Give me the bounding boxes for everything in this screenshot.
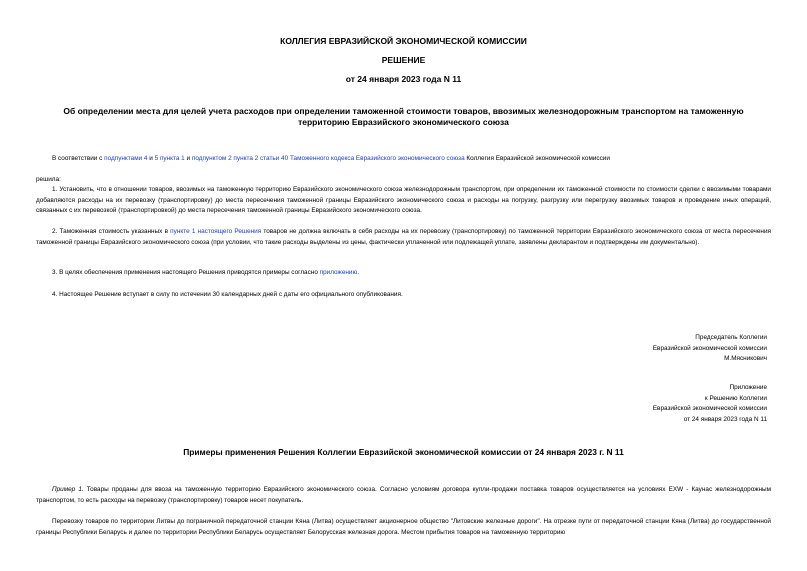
preamble-text-before: В соответствии с: [52, 155, 105, 162]
signature-block: [507, 333, 767, 365]
appendix-label: Приложение: [729, 384, 767, 391]
document-title: Об определении места для целей учета расходов при определении таможенной стоимости товаров, ввозимых железнодорожным транспортом на таможенную территорию Евразийского экономического союза: [63, 106, 744, 127]
item-3-text-before: 3. В целях обеспечения применения настоящего Решения приводятся примеры согласно: [52, 269, 320, 276]
document-type: РЕШЕНИЕ: [381, 55, 426, 65]
link-appendix[interactable]: приложению: [319, 269, 358, 276]
item-2-text-after: товаров не должна включать в себя расходы на их перевозку (транспортировку) по таможенной территории Евразийского экономического союза от места пересечения таможенной границы Евразийского экономического союза (при условии, что такие расходы выделены из цены, фактически уплаченной или подлежащей уплате, заявлены декларантом и подтверждены им документально).: [36, 228, 771, 246]
example-1-paragraph-2: Перевозку товаров по территории Литвы до пограничной передаточной станции Кяна (Литва) осуществляет акционерное общество "Литовские железные дороги". На отрезке пути от передаточной станции Кяна (Литва) до государственной границы Республики Беларусь и далее по территории Республики Беларусь осуществляет Белорусская железная дорога. Местом прибытия товаров на таможенную территорию: [36, 518, 771, 536]
item-2-text-before: 2. Таможенная стоимость указанных в: [52, 228, 171, 235]
item-3: [36, 268, 771, 279]
example-1: [36, 485, 771, 506]
link-customs-code-article-40[interactable]: подпунктом 2 пункта 2 статьи 40 Таможенного кодекса Евразийского экономического союза: [191, 155, 465, 162]
appendix-date-number: от 24 января 2023 года N 11: [683, 415, 767, 423]
example-1-label: Пример 1.: [52, 486, 84, 493]
item-1: 1. Установить, что в отношении товаров, ввозимых на таможенную территорию Евразийского экономического союза железнодорожным транспортом, при определении их таможенной стоимости по стоимости сделки с ввозимыми товарами добавляются расходы на их перевозку (транспортировку) до места пересечения таможенной границы Евразийского экономического союза и расходы на погрузку, разгрузку или перегрузку ввозимых товаров и проведение иных операций, связанных с их перевозкой (транспортировкой) до места пересечения таможенной границы Евразийского экономического союза.: [36, 186, 771, 214]
preamble-text-after: Коллегия Евразийской экономической комиссии: [464, 155, 610, 162]
link-subparagraphs-4[interactable]: подпунктами 4: [104, 155, 148, 162]
resolved-label: решила:: [36, 176, 61, 183]
signature-name: М.Мясникович: [724, 355, 767, 362]
signature-organization: Евразийской экономической комиссии: [652, 344, 767, 352]
examples-heading: Примеры применения Решения Коллегии Евразийской экономической комиссии от 24 января 2023 г. N 11: [183, 447, 624, 457]
link-paragraph-1-this-decision[interactable]: пункте 1 настоящего Решения: [170, 228, 262, 235]
appendix-organization: Евразийской экономической комиссии: [652, 405, 767, 412]
document-date-number: от 24 января 2023 года N 11: [345, 74, 462, 84]
preamble-text-mid1: и: [147, 155, 155, 162]
preamble: [36, 154, 771, 165]
link-item-5-paragraph-1[interactable]: 5 пункта 1: [154, 155, 185, 162]
item-3-text-after: .: [357, 269, 360, 276]
appendix-block: [507, 383, 767, 425]
item-2: [36, 227, 771, 248]
appendix-ref: к Решению Коллегии: [704, 394, 767, 402]
item-4: 4. Настоящее Решение вступает в силу по истечении 30 календарных дней с даты его официального опубликования.: [52, 291, 403, 298]
preamble-text-mid2: и: [184, 155, 192, 162]
issuing-body: КОЛЛЕГИЯ ЕВРАЗИЙСКОЙ ЭКОНОМИЧЕСКОЙ КОМИССИИ: [280, 36, 527, 46]
example-1-text: Товары проданы для ввоза на таможенную территорию Евразийского экономического союза. Согласно условиям договора купли-продажи поставка товаров осуществляется на условиях EXW - Каунас железнодорожным транспортом, то есть расходы на перевозку (транспортировку) товаров несет покупатель.: [36, 486, 771, 504]
signature-position: Председатель Коллегии: [695, 334, 767, 341]
